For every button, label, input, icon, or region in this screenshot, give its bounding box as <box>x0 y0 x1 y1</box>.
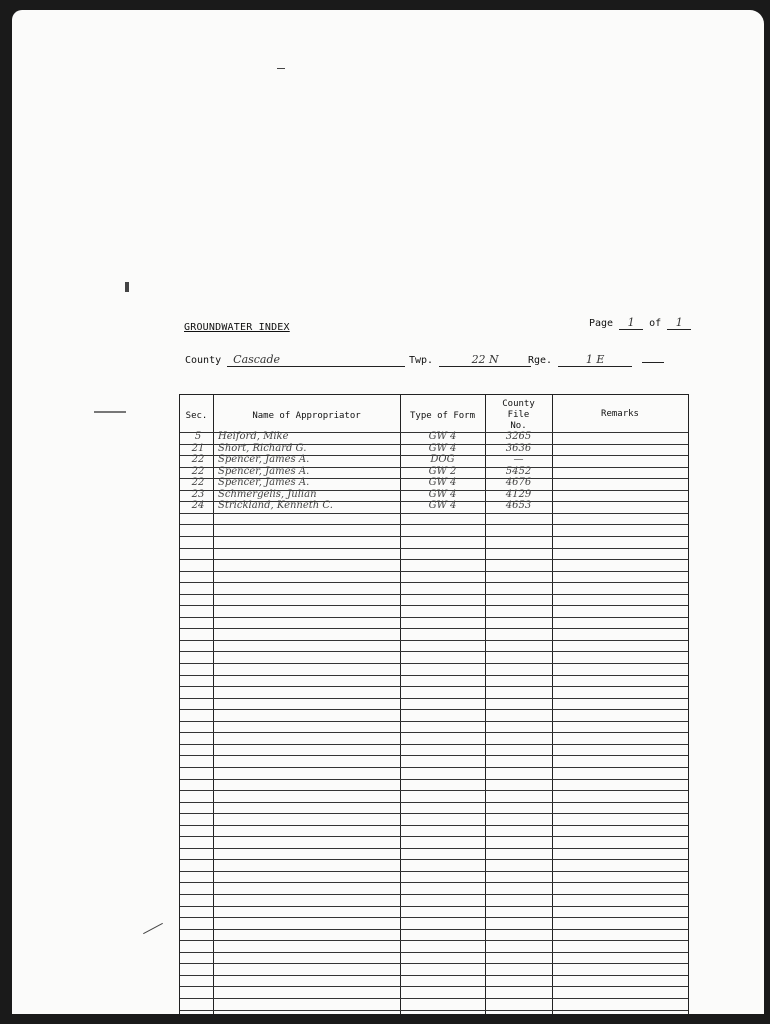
column-header-remarks: Remarks <box>601 409 639 419</box>
cell-form: GW 2 <box>428 466 457 477</box>
row-rule <box>180 582 688 583</box>
cell-file: 4129 <box>505 489 532 500</box>
page-total: 1 <box>667 316 691 330</box>
cell-file: 3265 <box>505 431 532 442</box>
column-header-file-no: County File No. <box>502 399 535 431</box>
cell-name: Heiford, Mike <box>218 431 289 442</box>
row-rule <box>180 906 688 907</box>
cell-file: 4653 <box>505 500 532 511</box>
row-rule <box>180 882 688 883</box>
row-rule <box>180 559 688 560</box>
cell-file: 3636 <box>505 443 532 454</box>
column-divider <box>485 395 486 1014</box>
twp-value: 22 N <box>439 353 531 367</box>
township-field <box>409 353 531 367</box>
row-rule <box>180 859 688 860</box>
row-rule <box>180 767 688 768</box>
range-field <box>528 353 664 367</box>
row-rule <box>180 836 688 837</box>
cell-name: Spencer, James A. <box>218 454 310 465</box>
row-rule <box>180 686 688 687</box>
cell-sec: 24 <box>191 500 205 511</box>
scan-speck <box>277 68 285 69</box>
of-label: of <box>649 318 662 329</box>
rge-label: Rge. <box>528 355 553 366</box>
row-rule <box>180 628 688 629</box>
row-rule <box>180 732 688 733</box>
scan-speck <box>125 282 129 292</box>
row-rule <box>180 802 688 803</box>
cell-file: 4676 <box>505 477 532 488</box>
column-divider <box>400 395 401 1014</box>
cell-sec: 5 <box>194 431 202 442</box>
cell-sec: 23 <box>191 489 205 500</box>
row-rule <box>180 513 688 514</box>
groundwater-index-table <box>179 394 689 1014</box>
row-rule <box>180 605 688 606</box>
column-header-form-type: Type of Form <box>409 411 476 421</box>
cell-form: GW 4 <box>428 443 457 454</box>
cell-form: GW 4 <box>428 431 457 442</box>
row-rule <box>180 790 688 791</box>
row-rule <box>180 871 688 872</box>
cell-sec: 22 <box>191 454 205 465</box>
column-header-appropriator: Name of Appropriator <box>252 411 361 421</box>
row-rule <box>180 894 688 895</box>
row-rule <box>180 986 688 987</box>
cell-form: GW 4 <box>428 489 457 500</box>
row-rule <box>180 755 688 756</box>
twp-label: Twp. <box>409 355 434 366</box>
scan-mark <box>143 923 163 934</box>
row-rule <box>180 917 688 918</box>
row-rule <box>180 1010 688 1011</box>
row-rule <box>180 536 688 537</box>
page-label: Page <box>589 318 614 329</box>
row-rule <box>180 952 688 953</box>
column-divider <box>552 395 553 1014</box>
row-rule <box>180 617 688 618</box>
row-rule <box>180 744 688 745</box>
row-rule <box>180 998 688 999</box>
cell-form: DOG <box>430 454 455 465</box>
row-rule <box>180 698 688 699</box>
document-page <box>12 10 764 1014</box>
column-divider <box>213 395 214 1014</box>
row-rule <box>180 825 688 826</box>
rge-value: 1 E <box>558 353 632 367</box>
row-rule <box>180 524 688 525</box>
cell-sec: 21 <box>191 443 205 454</box>
row-rule <box>180 721 688 722</box>
cell-sec: 22 <box>191 466 205 477</box>
row-rule <box>180 548 688 549</box>
row-rule <box>180 848 688 849</box>
cell-file: 5452 <box>505 466 532 477</box>
column-header-sec: Sec. <box>185 411 208 421</box>
row-rule <box>180 940 688 941</box>
county-label: County <box>185 355 222 366</box>
cell-name: Short, Richard G. <box>218 443 307 454</box>
row-rule <box>180 929 688 930</box>
range-extra-blank <box>642 362 664 363</box>
scan-speck <box>94 411 126 413</box>
form-title: GROUNDWATER INDEX <box>184 322 290 333</box>
row-rule <box>180 779 688 780</box>
row-rule <box>180 709 688 710</box>
row-rule <box>180 963 688 964</box>
page-number: 1 <box>619 316 643 330</box>
county-field <box>185 353 405 367</box>
cell-name: Spencer, James A. <box>218 466 310 477</box>
row-rule <box>180 640 688 641</box>
cell-name: Strickland, Kenneth C. <box>218 500 333 511</box>
cell-file: — <box>513 454 524 465</box>
cell-form: GW 4 <box>428 477 457 488</box>
row-rule <box>180 571 688 572</box>
cell-name: Spencer, James A. <box>218 477 310 488</box>
cell-name: Schmergelis, Julian <box>218 489 317 500</box>
row-rule <box>180 594 688 595</box>
row-rule <box>180 813 688 814</box>
row-rule <box>180 663 688 664</box>
row-rule <box>180 675 688 676</box>
page-of-indicator <box>589 316 691 330</box>
county-value: Cascade <box>227 353 405 367</box>
cell-sec: 22 <box>191 477 205 488</box>
row-rule <box>180 975 688 976</box>
cell-form: GW 4 <box>428 500 457 511</box>
row-rule <box>180 651 688 652</box>
